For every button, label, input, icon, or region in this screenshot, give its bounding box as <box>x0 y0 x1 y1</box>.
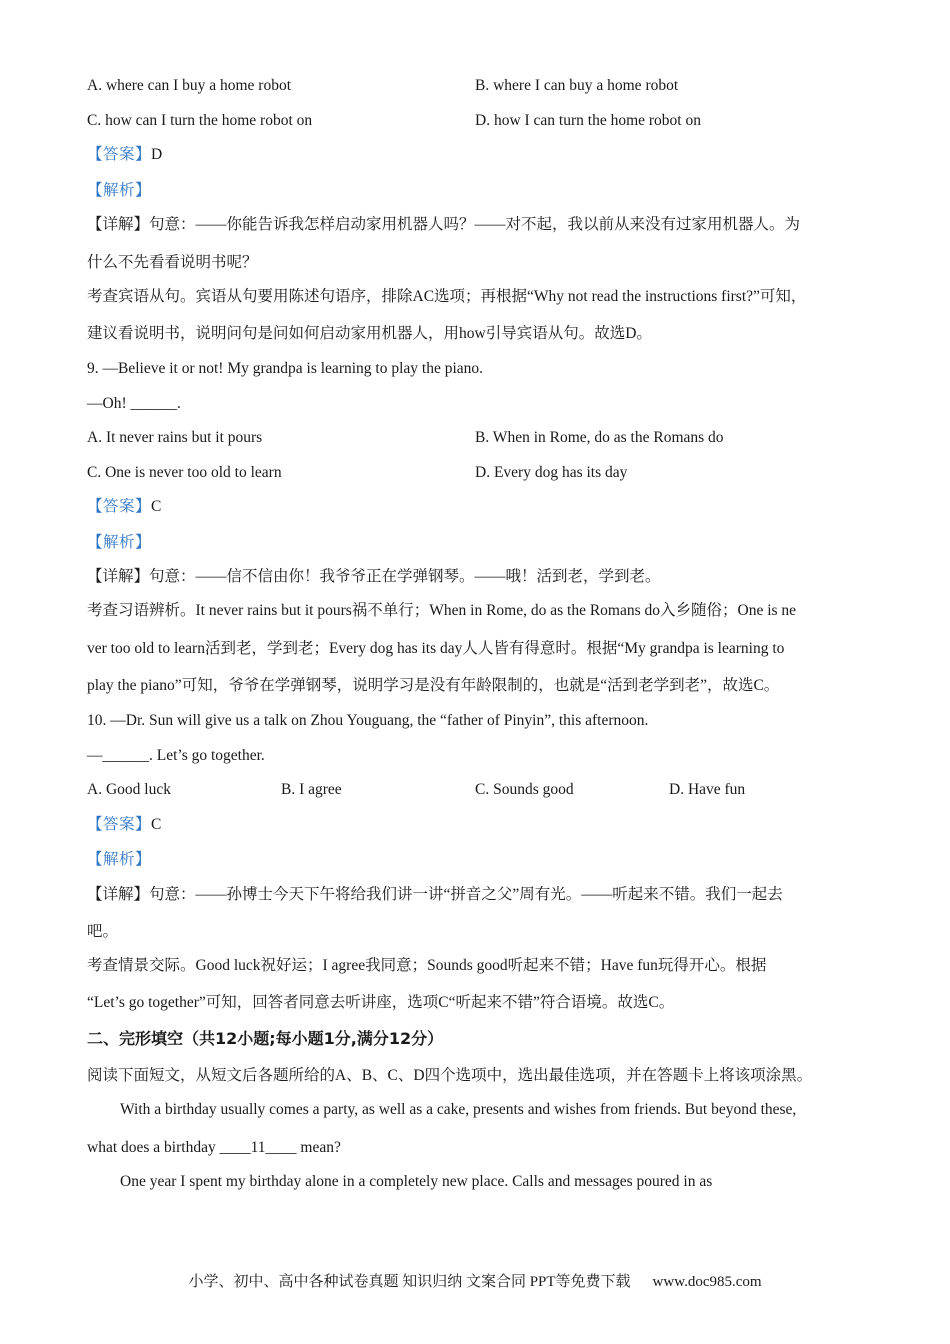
q8-detail-line-2: 什么不先看看说明书呢？ <box>87 254 258 271</box>
passage-line-1: With a birthday usually comes a party, as well as a cake, presents and wishes from friends. But beyond these, <box>120 1101 797 1118</box>
q8-analysis-tag: 【解析】 <box>87 182 152 199</box>
answer-tag: 【答案】 <box>87 146 152 163</box>
blank-11: ____11____ <box>219 1139 297 1156</box>
q8-answer: D <box>151 146 163 163</box>
passage-line-2 <box>87 1138 341 1158</box>
q10-option-d: D. Have fun <box>669 781 746 798</box>
answer-tag: 【答案】 <box>87 816 152 833</box>
passage-line-3: One year I spent my birthday alone in a completely new place. Calls and messages poured in as <box>120 1173 713 1190</box>
q9-option-a: A. It never rains but it pours <box>87 429 263 446</box>
section-heading: 二、完形填空（共12小题;每小题1分,满分12分） <box>87 1029 444 1048</box>
q10-analysis-tag: 【解析】 <box>87 851 152 868</box>
passage-text: what does a birthday <box>87 1139 220 1156</box>
q10-detail-line-2: 吧。 <box>87 923 119 940</box>
section-instruction: 阅读下面短文，从短文后各题所给的A、B、C、D四个选项中，选出最佳选项，并在答题卡上将该项涂黑。 <box>87 1067 813 1084</box>
q9-reply: —Oh! ______. <box>87 395 181 412</box>
q9-option-c: C. One is never too old to learn <box>87 464 282 481</box>
q9-stem: 9. —Believe it or not! My grandpa is learning to play the piano. <box>87 360 484 377</box>
q10-detail-line-4: “Let’s go together”可知，回答者同意去听讲座，选项C“听起来不错”符合语境。故选C。 <box>87 994 675 1011</box>
q9-answer: C <box>151 498 162 515</box>
passage-text: mean? <box>296 1139 341 1156</box>
q9-detail-line-2: 考查习语辨析。It never rains but it pours祸不单行；When in Rome, do as the Romans do入乡随俗；One is ne <box>87 602 797 619</box>
q8-option-b: B. where I can buy a home robot <box>475 77 679 94</box>
page-footer <box>0 1270 950 1291</box>
q8-detail-line-1 <box>87 215 800 235</box>
q9-detail-line-3: ver too old to learn活到老，学到老；Every dog has its day人人皆有得意时。根据“My grandpa is learning to <box>87 640 785 657</box>
detail-tag: 【详解】 <box>87 568 150 585</box>
q9-detail-line-4: play the piano”可知，爷爷在学弹钢琴，说明学习是没有年龄限制的，也就是“活到老学到老”，故选C。 <box>87 677 780 694</box>
answer-tag: 【答案】 <box>87 498 152 515</box>
q9-option-d: D. Every dog has its day <box>475 464 628 481</box>
q8-detail-text: 句意：——你能告诉我怎样启动家用机器人吗？——对不起，我以前从来没有过家用机器人。为 <box>149 216 801 233</box>
q10-option-a: A. Good luck <box>87 781 171 798</box>
q10-detail-line-1 <box>87 885 783 905</box>
q9-option-b: B. When in Rome, do as the Romans do <box>475 429 724 446</box>
q10-reply: —______. Let’s go together. <box>87 747 265 764</box>
q8-option-d: D. how I can turn the home robot on <box>475 112 701 129</box>
q8-detail-line-4: 建议看说明书，说明问句是问如何启动家用机器人，用how引导宾语从句。故选D。 <box>87 325 652 342</box>
q10-detail-text: 句意：——孙博士今天下午将给我们讲一讲“拼音之父”周有光。——听起来不错。我们一起去 <box>149 886 783 903</box>
q8-answer-line <box>87 145 162 165</box>
q9-detail-line-1 <box>87 567 661 587</box>
q9-analysis-tag: 【解析】 <box>87 534 152 551</box>
q8-option-a: A. where can I buy a home robot <box>87 77 292 94</box>
footer-url: www.doc985.com <box>652 1274 762 1290</box>
q8-option-c: C. how can I turn the home robot on <box>87 112 313 129</box>
q10-option-b: B. I agree <box>281 781 342 798</box>
q10-answer-line <box>87 815 161 835</box>
detail-tag: 【详解】 <box>87 886 150 903</box>
q9-answer-line <box>87 497 161 517</box>
q9-detail-text: 句意：——信不信由你！我爷爷正在学弹钢琴。——哦！活到老，学到老。 <box>149 568 661 585</box>
detail-tag: 【详解】 <box>87 216 150 233</box>
q10-detail-line-3: 考查情景交际。Good luck祝好运；I agree我同意；Sounds good听起来不错；Have fun玩得开心。根据 <box>87 957 767 974</box>
q10-option-c: C. Sounds good <box>475 781 574 798</box>
footer-text: 小学、初中、高中各种试卷真题 知识归纳 文案合同 PPT等免费下载 <box>188 1274 631 1290</box>
q10-answer: C <box>151 816 162 833</box>
q10-stem: 10. —Dr. Sun will give us a talk on Zhou Youguang, the “father of Pinyin”, this afternoon. <box>87 712 649 729</box>
q8-detail-line-3: 考查宾语从句。宾语从句要用陈述句语序，排除AC选项；再根据“Why not read the instructions first?”可知， <box>87 288 807 305</box>
